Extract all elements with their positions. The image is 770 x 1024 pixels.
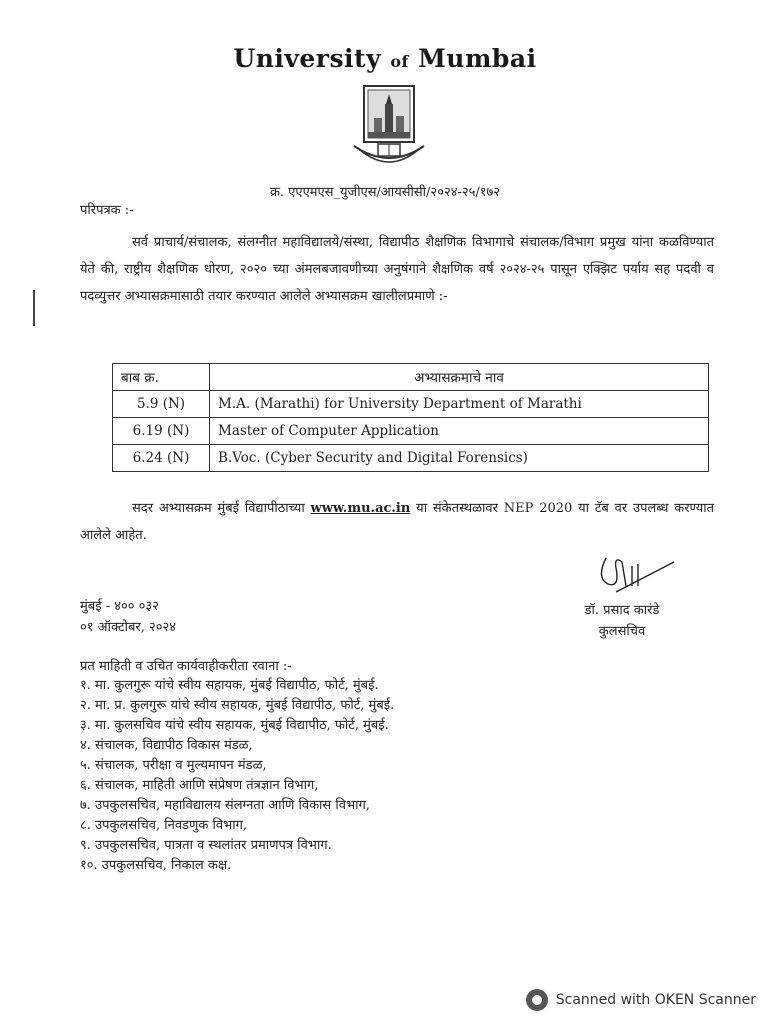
place: मुंबई - ४०० ०३२ [80, 599, 159, 614]
table-header-row [113, 364, 709, 391]
intro-text: सर्व प्राचार्य/संचालक, संलग्नीत महाविद्यालये/संस्था, विद्यापीठ शैक्षणिक विभागाचे संचालक/विभाग प्रमुख यांना कळविण्यात येते की, राष्ट्रीय शैक्षणिक धोरण, २०२० च्या अंमलबजावणीच्या अनुषंगाने शैक्षणिक वर्ष २०२४-२५ पासून एक्झिट पर्याय सह पदवी व पदव्युत्तर अभ्यासक्रमासाठी तयार करण्यात आलेले अभ्यासक्रम खालीलप्रमाणे :- [80, 235, 714, 304]
university-seal-icon [340, 80, 438, 178]
circular-label: परिपत्रक :- [80, 203, 134, 218]
table-row [113, 391, 709, 418]
availability-after: या संकेतस्थळावर NEP 2020 या टॅब वर उपलब्ध करण्यात आलेले आहेत. [80, 501, 715, 543]
course-code: 6.19 (N) [113, 418, 210, 445]
margin-mark [33, 290, 35, 326]
course-table [112, 363, 709, 472]
column-header-name: अभ्यासक्रमाचे नाव [210, 364, 709, 391]
signature-icon [586, 548, 676, 598]
list-item: ४. संचालक, विद्यापीठ विकास मंडळ, [80, 738, 253, 753]
scanner-watermark [526, 989, 756, 1011]
list-item: ७. उपकुलसचिव, महाविद्यालय संलग्नता आणि विकास विभाग, [80, 798, 370, 813]
course-name: B.Voc. (Cyber Security and Digital Forensics) [210, 445, 709, 472]
intro-paragraph [80, 229, 714, 310]
list-item: १०. उपकुलसचिव, निकाल कक्ष. [80, 858, 232, 873]
list-item: १. मा. कुलगुरू यांचे स्वीय सहायक, मुंबई विद्यापीठ, फोर्ट, मुंबई. [80, 678, 379, 693]
column-header-code: बाब क्र. [113, 364, 210, 391]
list-item: ५. संचालक, परीक्षा व मुल्यमापन मंडळ, [80, 758, 267, 773]
signatory-name: डॉ. प्रसाद कारंडे [584, 603, 660, 618]
table-row [113, 418, 709, 445]
list-item: ३. मा. कुलसचिव यांचे स्वीय सहायक, मुंबई विद्यापीठ, फोर्ट, मुंबई. [80, 718, 389, 733]
list-item: ८. उपकुलसचिव, निवडणुक विभाग, [80, 818, 248, 833]
distribution-heading: प्रत माहिती व उचित कार्यवाहीकरीता रवाना :- [80, 659, 292, 674]
course-name: M.A. (Marathi) for University Department of Marathi [210, 391, 709, 418]
reference-number: क्र. एएएमएस_युजीएस/आयसीसी/२०२४-२५/१७२ [269, 185, 501, 200]
signatory [562, 600, 682, 642]
list-item: ९. उपकुलसचिव, पात्रता व स्थलांतर प्रमाणपत्र विभाग. [80, 838, 332, 853]
title-of: of [390, 52, 409, 71]
scanner-text: Scanned with OKEN Scanner [555, 992, 756, 1008]
list-item: ६. संचालक, माहिती आणि संप्रेषण तंत्रज्ञान विभाग, [80, 778, 319, 793]
title-main: University [233, 44, 382, 73]
availability-before: सदर अभ्यासक्रम मुंबई विद्यापीठाच्या [132, 501, 305, 516]
course-name: Master of Computer Application [210, 418, 709, 445]
scanner-logo-icon [526, 989, 548, 1011]
university-website-link[interactable]: www.mu.ac.in [310, 501, 411, 516]
place-date [80, 596, 176, 638]
date: ०१ ऑक्टोबर, २०२४ [80, 620, 177, 635]
course-code: 5.9 (N) [113, 391, 210, 418]
title-city: Mumbai [418, 44, 537, 73]
distribution-list [80, 676, 394, 876]
table-row [113, 445, 709, 472]
list-item: २. मा. प्र. कुलगुरू यांचे स्वीय सहायक, मुंबई विद्यापीठ, फोर्ट, मुंबई. [80, 698, 395, 713]
signatory-designation: कुलसचिव [598, 624, 646, 639]
availability-paragraph [80, 495, 714, 549]
course-code: 6.24 (N) [113, 445, 210, 472]
university-title [0, 44, 770, 73]
